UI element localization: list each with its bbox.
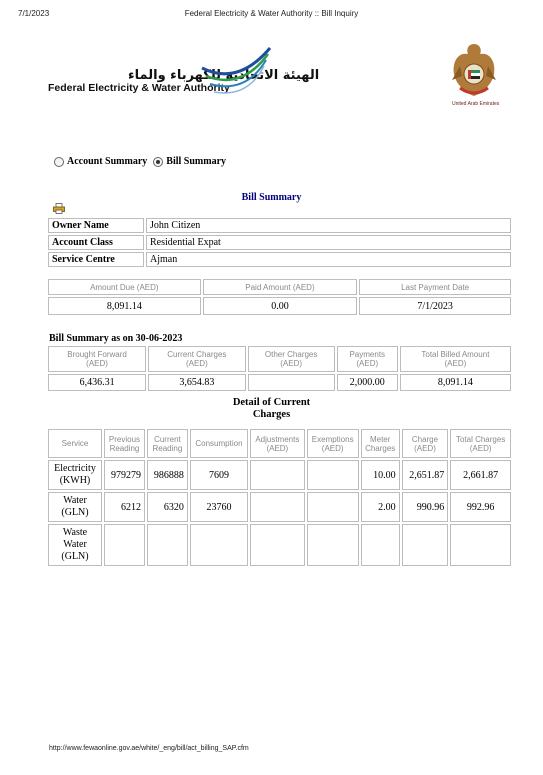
- table-row: [48, 252, 511, 267]
- table-header-row: [48, 279, 511, 295]
- print-date: 7/1/2023: [18, 9, 50, 18]
- meter-charges-cell: 2.00: [361, 492, 400, 522]
- total-charges-cell: [450, 524, 511, 566]
- brought-forward-header: Brought Forward (AED): [48, 346, 146, 372]
- payments-header: Payments (AED): [337, 346, 398, 372]
- consumption-cell: [190, 524, 248, 566]
- table-row: [48, 235, 511, 250]
- charge-cell: 990.96: [402, 492, 449, 522]
- exemptions-header: Exemptions (AED): [307, 429, 359, 458]
- table-row: [48, 524, 511, 566]
- brought-forward-value: 6,436.31: [48, 374, 146, 391]
- fewa-logo-arabic: الهيئة الاتحادية للكهرباء والماء: [128, 68, 320, 83]
- total-charges-header: Total Charges (AED): [450, 429, 511, 458]
- account-class-label: Account Class: [48, 235, 144, 250]
- table-row: [48, 297, 511, 315]
- account-summary-radio[interactable]: [54, 156, 147, 167]
- fewa-logo-english: Federal Electricity & Water Authority: [48, 82, 230, 94]
- table-row: [48, 460, 511, 490]
- exemptions-cell: [307, 524, 359, 566]
- service-centre-value: Ajman: [146, 252, 511, 267]
- service-centre-label: Service Centre: [48, 252, 144, 267]
- radio-selected-icon[interactable]: [153, 157, 163, 167]
- meter-charges-header: Meter Charges: [361, 429, 400, 458]
- service-cell: Electricity (KWH): [48, 460, 102, 490]
- fewa-swoosh-logo-icon: [198, 46, 274, 98]
- amount-due-header: Amount Due (AED): [48, 279, 201, 295]
- consumption-cell: 7609: [190, 460, 248, 490]
- current-reading-cell: 986888: [147, 460, 188, 490]
- charge-header: Charge (AED): [402, 429, 449, 458]
- previous-reading-cell: 6212: [104, 492, 145, 522]
- paid-amount-value: 0.00: [203, 297, 358, 315]
- adjustments-cell: [250, 524, 305, 566]
- current-reading-cell: 6320: [147, 492, 188, 522]
- payments-value: 2,000.00: [337, 374, 398, 391]
- previous-reading-cell: [104, 524, 145, 566]
- total-charges-cell: 2,661.87: [450, 460, 511, 490]
- owner-name-value: John Citizen: [146, 218, 511, 233]
- bill-summary-label: Bill Summary: [166, 156, 227, 167]
- owner-name-label: Owner Name: [48, 218, 144, 233]
- view-selector: [54, 156, 232, 167]
- current-charges-header: Current Charges (AED): [148, 346, 245, 372]
- detail-title: Detail of Current Charges: [232, 397, 311, 420]
- other-charges-header: Other Charges (AED): [248, 346, 335, 372]
- total-charges-cell: 992.96: [450, 492, 511, 522]
- service-header: Service: [48, 429, 102, 458]
- table-row: [48, 492, 511, 522]
- previous-reading-cell: 979279: [104, 460, 145, 490]
- current-reading-cell: [147, 524, 188, 566]
- service-cell: Waste Water (GLN): [48, 524, 102, 566]
- uae-emblem-icon: [446, 40, 502, 100]
- account-class-value: Residential Expat: [146, 235, 511, 250]
- adjustments-header: Adjustments (AED): [250, 429, 305, 458]
- adjustments-cell: [250, 492, 305, 522]
- current-reading-header: Current Reading: [147, 429, 188, 458]
- print-footer-url: http://www.fewaonline.gov.ae/white/_eng/bill/act_billing_SAP.cfm: [49, 745, 249, 752]
- last-payment-date-header: Last Payment Date: [359, 279, 511, 295]
- charge-cell: 2,651.87: [402, 460, 449, 490]
- table-row: [48, 218, 511, 233]
- previous-reading-header: Previous Reading: [104, 429, 145, 458]
- print-page-title: Federal Electricity & Water Authority :: Bill Inquiry: [184, 9, 359, 18]
- bill-summary-radio[interactable]: [153, 156, 226, 167]
- amount-table: [46, 277, 513, 317]
- other-charges-value: [248, 374, 335, 391]
- table-row: [48, 374, 511, 391]
- bill-summary-title: Bill Summary: [241, 192, 302, 203]
- table-header-row: [48, 346, 511, 372]
- consumption-cell: 23760: [190, 492, 248, 522]
- consumption-header: Consumption: [190, 429, 248, 458]
- last-payment-date-value: 7/1/2023: [359, 297, 511, 315]
- exemptions-cell: [307, 492, 359, 522]
- paid-amount-header: Paid Amount (AED): [203, 279, 358, 295]
- emblem-caption: United Arab Emirates: [452, 101, 500, 107]
- printer-icon[interactable]: [53, 203, 65, 214]
- radio-icon[interactable]: [54, 157, 64, 167]
- meter-charges-cell: [361, 524, 400, 566]
- account-summary-label: Account Summary: [67, 156, 148, 167]
- total-billed-header: Total Billed Amount (AED): [400, 346, 511, 372]
- bill-summary-date: Bill Summary as on 30-06-2023: [49, 333, 183, 344]
- adjustments-cell: [250, 460, 305, 490]
- bill-summary-table: [46, 344, 513, 393]
- total-billed-value: 8,091.14: [400, 374, 511, 391]
- detail-table: [46, 427, 513, 568]
- owner-info-table: [46, 216, 513, 269]
- charge-cell: [402, 524, 449, 566]
- exemptions-cell: [307, 460, 359, 490]
- table-header-row: [48, 429, 511, 458]
- service-cell: Water (GLN): [48, 492, 102, 522]
- meter-charges-cell: 10.00: [361, 460, 400, 490]
- current-charges-value: 3,654.83: [148, 374, 245, 391]
- amount-due-value: 8,091.14: [48, 297, 201, 315]
